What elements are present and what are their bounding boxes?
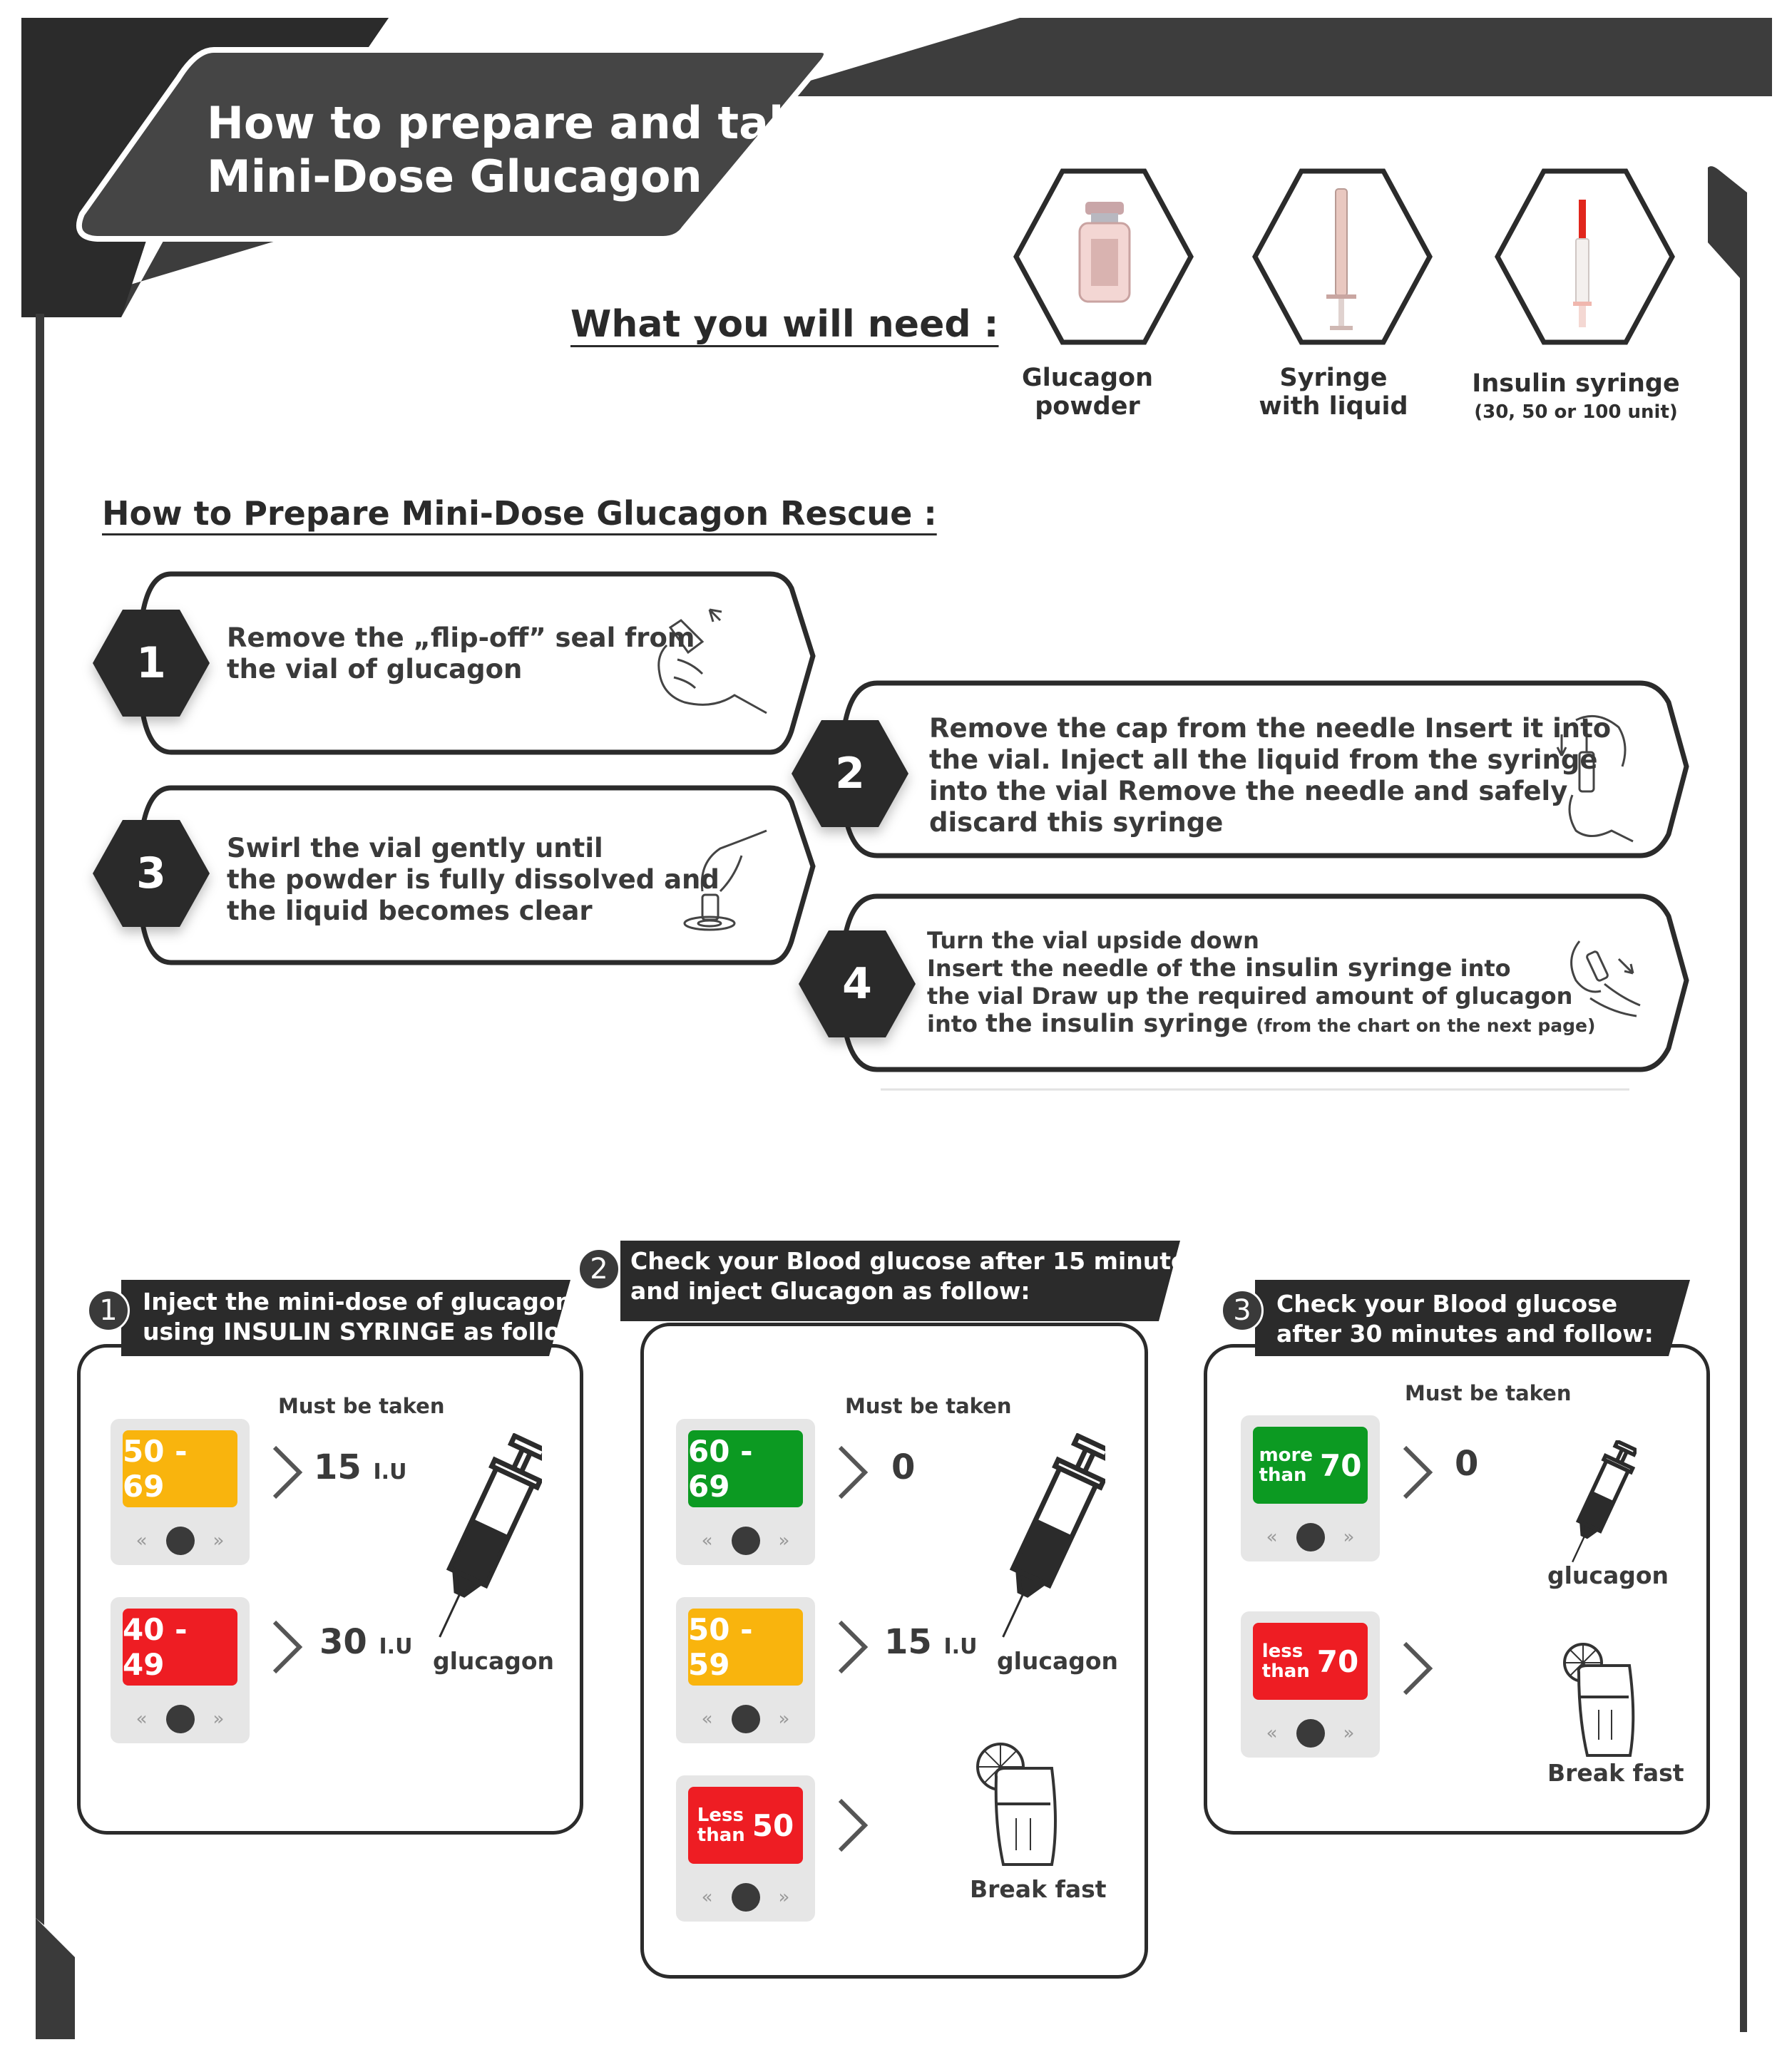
step-1-number: 1: [136, 638, 166, 688]
step-2-text: Remove the cap from the needle Insert it into the vial. Inject all the liquid from the syringe into the vial Remove the needle and safely discard this syringe: [929, 713, 1612, 838]
syringe-label: glucagon: [997, 1647, 1119, 1675]
panel-3-must-label: Must be taken: [1405, 1381, 1572, 1405]
prev-icon: «: [701, 1708, 713, 1730]
glucose-meter: [111, 1597, 250, 1743]
chevron-right-icon: [1398, 1444, 1440, 1501]
dose-value: 0: [891, 1447, 916, 1487]
prev-icon: «: [1266, 1723, 1278, 1744]
dot-icon: [166, 1705, 195, 1733]
need-item-glucagon-powder: Glucagon powder: [1021, 364, 1154, 421]
step-3-text: Swirl the vial gently until the powder is fully dissolved and the liquid becomes clear: [227, 833, 720, 926]
panel-1-number: 1: [87, 1289, 130, 1332]
panel-1-must-label: Must be taken: [278, 1394, 445, 1418]
chevron-right-icon: [1398, 1640, 1440, 1697]
dose-value: 0: [1455, 1444, 1479, 1484]
prev-icon: «: [701, 1530, 713, 1552]
glucose-meter: [676, 1597, 815, 1743]
drink-label: Break fast: [1547, 1759, 1684, 1787]
step-4-text: Turn the vial upside down Insert the needle of the insulin syringe into the vial Draw up the required amount of glucagon into the insulin syringe (from the chart on the next page): [927, 927, 1596, 1038]
drink-glass-icon: [973, 1740, 1066, 1872]
next-icon: »: [1343, 1527, 1355, 1548]
need-heading: What you will need :: [570, 303, 999, 346]
dose-value: 30 I.U: [319, 1622, 413, 1662]
glucose-meter: [1241, 1415, 1380, 1561]
syringe-label: glucagon: [433, 1647, 555, 1675]
chevron-right-icon: [267, 1619, 310, 1676]
next-icon: »: [778, 1530, 790, 1552]
syringe-icon: [428, 1433, 542, 1647]
chevron-right-icon: [833, 1619, 876, 1676]
glucose-meter: [1241, 1611, 1380, 1758]
dose-value: 15 I.U: [314, 1447, 407, 1487]
glucose-range-badge: 40 - 49: [123, 1609, 237, 1686]
prev-icon: «: [1266, 1527, 1278, 1548]
syringe-icon: [991, 1433, 1105, 1647]
next-icon: »: [778, 1708, 790, 1730]
panel-3-title: Check your Blood glucose after 30 minutes and follow:: [1276, 1290, 1654, 1348]
prev-icon: «: [701, 1887, 713, 1908]
syringe-label: glucagon: [1547, 1561, 1669, 1589]
drink-label: Break fast: [970, 1875, 1107, 1903]
need-item-insulin-syringe: Insulin syringe (30, 50 or 100 unit): [1472, 369, 1680, 423]
next-icon: »: [778, 1887, 790, 1908]
syringe-icon: [1565, 1440, 1637, 1569]
glucose-range-badge: Less than 50: [688, 1787, 803, 1864]
panel-2-must-label: Must be taken: [845, 1394, 1012, 1418]
next-icon: »: [212, 1708, 225, 1730]
prev-icon: «: [135, 1708, 148, 1730]
glucose-meter: [111, 1419, 250, 1565]
glucose-range-badge: less than 70: [1253, 1623, 1368, 1700]
glucose-range-badge: more than 70: [1253, 1427, 1368, 1504]
step-4-number: 4: [842, 959, 872, 1009]
dot-icon: [1296, 1719, 1325, 1748]
dot-icon: [732, 1883, 760, 1912]
dot-icon: [732, 1527, 760, 1555]
chevron-right-icon: [267, 1444, 310, 1501]
step-3-number: 3: [136, 848, 166, 898]
glucose-range-badge: 50 - 59: [688, 1609, 803, 1686]
dot-icon: [1296, 1523, 1325, 1552]
chevron-right-icon: [833, 1797, 876, 1854]
dot-icon: [166, 1527, 195, 1555]
next-icon: »: [1343, 1723, 1355, 1744]
panel-3-number: 3: [1221, 1289, 1264, 1332]
glucose-range-badge: 50 - 69: [123, 1430, 237, 1507]
glucose-meter: [676, 1419, 815, 1565]
step-2-number: 2: [835, 749, 865, 799]
glucose-range-badge: 60 - 69: [688, 1430, 803, 1507]
prepare-heading: How to Prepare Mini-Dose Glucagon Rescue :: [102, 494, 937, 533]
step-1-text: Remove the „flip-off” seal from the vial of glucagon: [227, 622, 695, 684]
dot-icon: [732, 1705, 760, 1733]
page-title: How to prepare and take Mini-Dose Glucagon: [207, 97, 827, 202]
chevron-right-icon: [833, 1444, 876, 1501]
glucose-meter: [676, 1775, 815, 1922]
dose-value: 15 I.U: [884, 1622, 978, 1662]
drink-glass-icon: [1562, 1640, 1647, 1761]
panel-1-title: Inject the mini-dose of glucagon using INSULIN SYRINGE as follow:: [143, 1288, 592, 1345]
next-icon: »: [212, 1530, 225, 1552]
panel-2-number: 2: [578, 1248, 620, 1291]
prev-icon: «: [135, 1530, 148, 1552]
need-item-syringe-with-liquid: Syringe with liquid: [1259, 364, 1408, 421]
panel-2-title: Check your Blood glucose after 15 minutes and inject Glucagon as follow:: [630, 1247, 1202, 1305]
